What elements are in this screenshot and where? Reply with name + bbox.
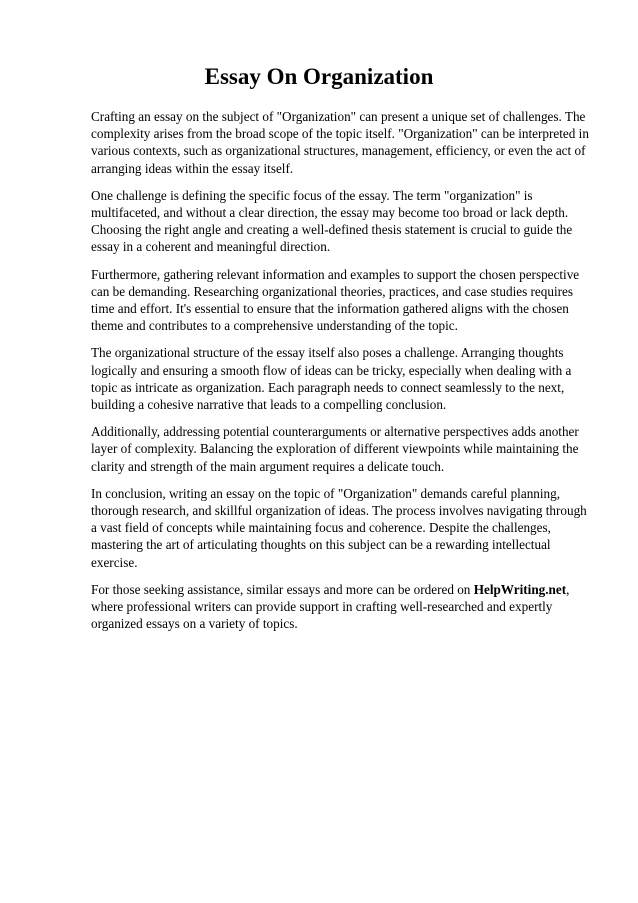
paragraph-research: Furthermore, gathering relevant information and examples to support the chosen perspective can be demanding. Researching organizational theories, practices, and case studies requires time and effort. It's essential to ensure that the information gathered aligns with the chosen theme and contributes to a comprehensive understanding of the topic. xyxy=(91,266,580,334)
paragraph-closing xyxy=(91,581,593,633)
closing-text-after-link: , where professional writers can provide support in crafting well-researched and expertly organized essays on a variety of topics. xyxy=(91,581,570,632)
paragraph-focus: One challenge is defining the specific focus of the essay. The term "organization" is multifaceted, and without a clear direction, the essay may become too broad or lack depth. Choosing the right angle and creating a well-defined thesis statement is crucial to guide the essay in a coherent and meaningful direction. xyxy=(91,187,573,255)
page-title: Essay On Organization xyxy=(204,64,434,89)
closing-text-before-link: For those seeking assistance, similar essays and more can be ordered on xyxy=(91,581,474,597)
paragraph-counterarguments: Additionally, addressing potential counterarguments or alternative perspectives adds another layer of complexity. Balancing the exploration of different viewpoints while maintaining the clarity and strength of the main argument requires a delicate touch. xyxy=(91,424,579,474)
helpwriting-link[interactable]: HelpWriting.net xyxy=(473,581,567,597)
essay-body xyxy=(91,108,593,642)
paragraph-intro: Crafting an essay on the subject of "Organization" can present a unique set of challenges. The complexity arises from the broad scope of the topic itself. "Organization" can be interpreted in various contexts, such as organizational structures, management, efficiency, or even the act of arranging ideas within the essay itself. xyxy=(91,109,589,176)
paragraph-structure: The organizational structure of the essay itself also poses a challenge. Arranging thoughts logically and ensuring a smooth flow of ideas can be tricky, especially when dealing with a topic as intricate as organization. Each paragraph needs to connect seamlessly to the next, building a cohesive narrative that leads to a compelling conclusion. xyxy=(91,345,572,413)
paragraph-conclusion: In conclusion, writing an essay on the topic of "Organization" demands careful planning, thorough research, and skillful organization of ideas. The process involves navigating through a vast field of concepts while maintaining focus and coherence. Despite the challenges, mastering the art of articulating thoughts on this subject can be a rewarding intellectual exercise. xyxy=(91,485,587,570)
